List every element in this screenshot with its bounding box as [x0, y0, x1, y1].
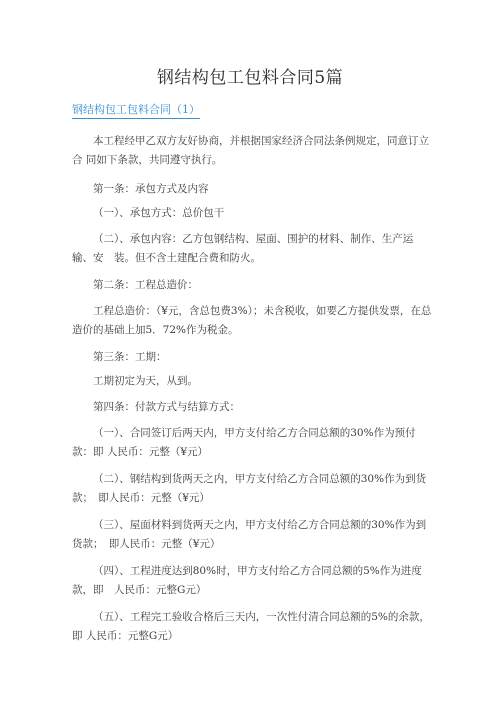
paragraph-payment-2: （二）、钢结构到货两天之内，甲方支付给乙方合同总额的30%作为到货款； 即人民币：元整（¥元）: [72, 473, 427, 504]
paragraph-article-2: 第二条：工程总造价：: [93, 279, 198, 291]
paragraph-intro: 本工程经甲乙双方友好协商，并根据国家经济合同法条例规定，同意订立合 同如下条款，共同遵守执行。: [72, 135, 429, 166]
paragraph-article-4: 第四条：付款方式与结算方式：: [93, 401, 240, 413]
paragraph-item-2: （二）、承包内容：乙方包钢结构、屋面、围护的材料、制作、生产运输、安 装。但不含土建配合费和防火。: [72, 233, 414, 264]
contract-link[interactable]: 钢结构包工包料合同（1）: [72, 101, 200, 119]
document-title: 钢结构包工包料合同5篇: [156, 68, 344, 88]
paragraph-total-cost: 工程总造价：（¥元，含总包费3%）；未含税收，如要乙方提供发票，在总 造价的基础上加5．72%作为税金。: [72, 305, 432, 336]
paragraph-payment-4: （四）、工程进度达到80%时，甲方支付给乙方合同总额的5%作为进度款，即 人民币：元整G元）: [72, 565, 422, 596]
paragraph-payment-1: （一）、合同签订后两天内，甲方支付给乙方合同总额的30%作为预付款：即 人民币：元整（¥元）: [72, 427, 416, 458]
paragraph-item-1: （一）、承包方式：总价包干: [93, 207, 225, 219]
paragraph-payment-3: （三）、屋面材料到货两天之内，甲方支付给乙方合同总额的30%作为到货款； 即人民币：元整（¥元）: [72, 519, 427, 550]
paragraph-payment-5: （五）、工程完工验收合格后三天内，一次性付清合同总额的5%的余款，即 人民币：元整G元）: [72, 611, 430, 642]
paragraph-article-3: 第三条：工期：: [93, 351, 167, 363]
paragraph-article-1: 第一条：承包方式及内容: [93, 183, 209, 195]
paragraph-duration: 工期初定为天，从到。: [93, 375, 198, 387]
